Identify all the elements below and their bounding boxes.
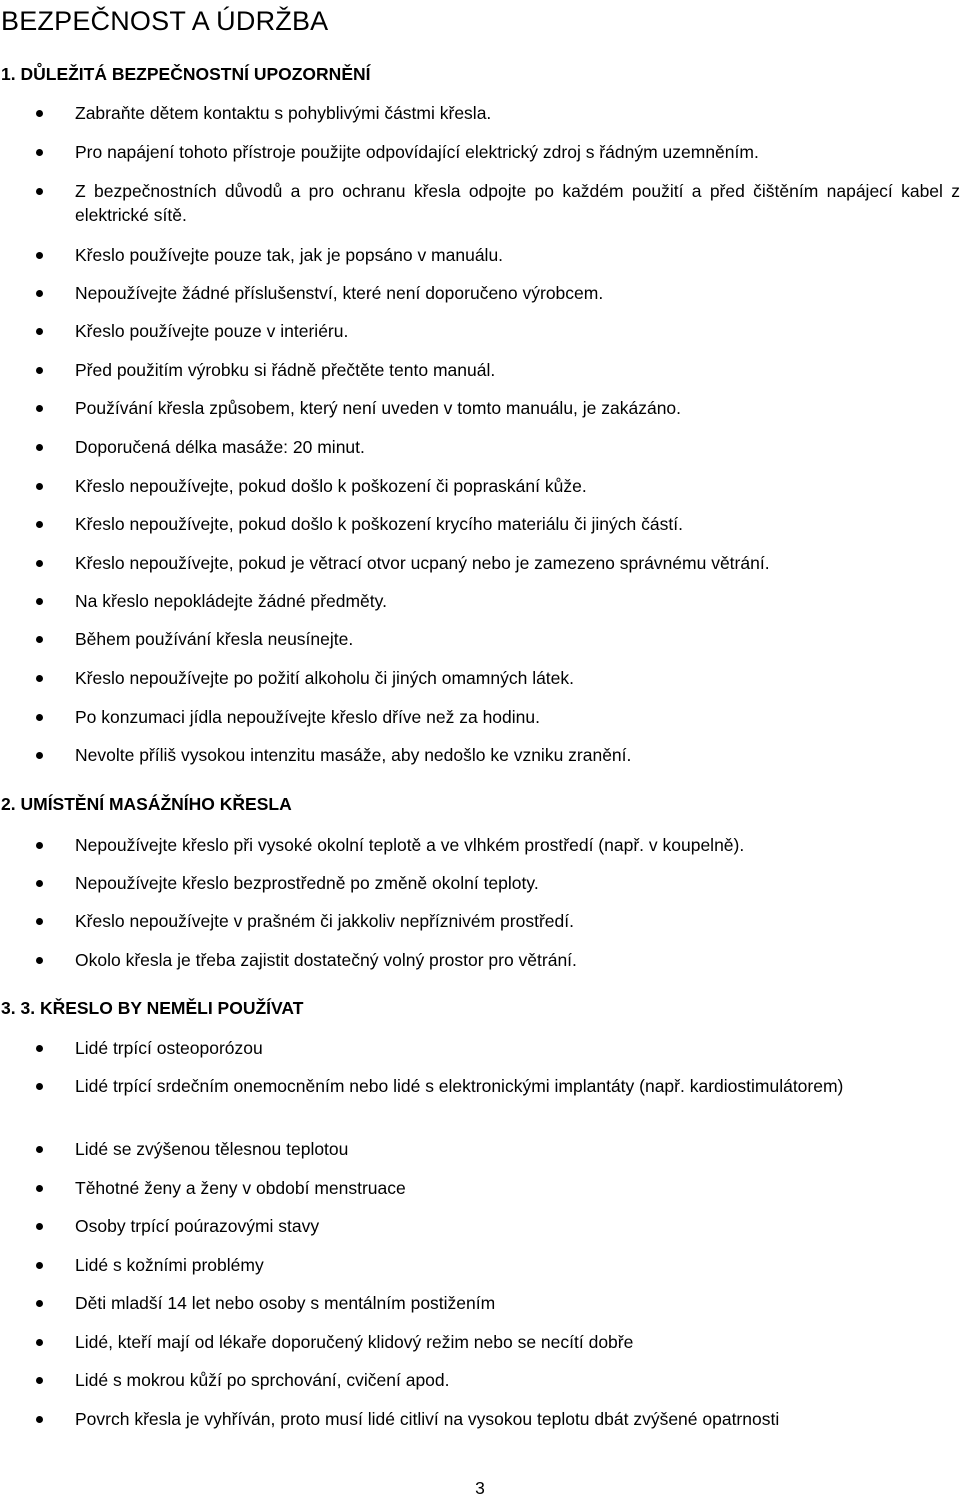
bullet-icon — [36, 842, 43, 849]
section-number: 2. — [1, 794, 16, 814]
page-number: 3 — [475, 1478, 485, 1498]
bullet-icon — [36, 188, 43, 195]
list-item-text: Nepoužívejte křeslo bezprostředně po změně okolní teploty. — [75, 873, 539, 893]
list-item-text: Po konzumaci jídla nepoužívejte křeslo dříve než za hodinu. — [75, 707, 540, 727]
bullet-icon — [36, 675, 43, 682]
bullet-icon — [36, 290, 43, 297]
list-item-text: Lidé, kteří mají od lékaře doporučený klidový režim nebo se necítí dobře — [75, 1332, 634, 1352]
list-item-text: Okolo křesla je třeba zajistit dostatečný volný prostor pro větrání. — [75, 950, 577, 970]
bullet-icon — [36, 598, 43, 605]
list-item-text: Lidé trpící srdečním onemocněním nebo lidé s elektronickými implantáty (např. kardiostimulátorem) — [75, 1076, 844, 1096]
bullet-icon — [36, 1045, 43, 1052]
bullet-icon — [36, 149, 43, 156]
bullet-icon — [36, 752, 43, 759]
list-item-text: Z bezpečnostních důvodů a pro ochranu křesla odpojte po každém použití a před čištěním napájecí kabel z elektrické sítě. — [75, 181, 960, 225]
bullet-icon — [36, 1300, 43, 1307]
bullet-icon — [36, 367, 43, 374]
bullet-icon — [36, 1146, 43, 1153]
list-item-text: Před použitím výrobku si řádně přečtěte tento manuál. — [75, 360, 496, 380]
list-item-text: Lidé s kožními problémy — [75, 1255, 264, 1275]
bullet-icon — [36, 714, 43, 721]
bullet-icon — [36, 1377, 43, 1384]
list-item-text: Lidé s mokrou kůží po sprchování, cvičení apod. — [75, 1370, 450, 1390]
bullet-icon — [36, 1416, 43, 1423]
list-item-text: Děti mladší 14 let nebo osoby s mentálním postižením — [75, 1293, 496, 1313]
section-heading-text: KŘESLO BY NEMĚLI POUŽÍVAT — [39, 998, 304, 1018]
bullet-icon — [36, 636, 43, 643]
list-item-text: Lidé trpící osteoporózou — [75, 1038, 263, 1058]
list-item-text: Lidé se zvýšenou tělesnou teplotou — [75, 1139, 349, 1159]
section-heading-3 — [1, 996, 303, 1020]
list-item-text: Nepoužívejte žádné příslušenství, které není doporučeno výrobcem. — [75, 283, 604, 303]
section-heading-2 — [1, 792, 292, 816]
list-item-text: Těhotné ženy a ženy v období menstruace — [75, 1178, 406, 1198]
list-item-text: Nepoužívejte křeslo při vysoké okolní teplotě a ve vlhkém prostředí (např. v koupelně). — [75, 835, 745, 855]
list-item-text: Doporučená délka masáže: 20 minut. — [75, 437, 365, 457]
list-item-text: Křeslo nepoužívejte, pokud došlo k poškození či popraskání kůže. — [75, 476, 587, 496]
bullet-icon — [36, 444, 43, 451]
bullet-icon — [36, 521, 43, 528]
bullet-icon — [36, 110, 43, 117]
section-heading-text: UMÍSTĚNÍ MASÁŽNÍHO KŘESLA — [20, 794, 292, 814]
list-item-text: Na křeslo nepokládejte žádné předměty. — [75, 591, 387, 611]
bullet-icon — [36, 880, 43, 887]
section-heading-1 — [1, 62, 371, 86]
bullet-icon — [36, 1223, 43, 1230]
bullet-icon — [36, 560, 43, 567]
list-item-text: Křeslo nepoužívejte, pokud došlo k poškození krycího materiálu či jiných částí. — [75, 514, 683, 534]
list-item-text: Během používání křesla neusínejte. — [75, 629, 354, 649]
list-item-text: Osoby trpící poúrazovými stavy — [75, 1216, 320, 1236]
list-item-text: Křeslo používejte pouze v interiéru. — [75, 321, 349, 341]
list-item-text: Křeslo nepoužívejte, pokud je větrací otvor ucpaný nebo je zamezeno správnému větrání. — [75, 553, 770, 573]
list-item-text: Povrch křesla je vyhříván, proto musí lidé citliví na vysokou teplotu dbát zvýšené opatrnosti — [75, 1409, 780, 1429]
bullet-icon — [36, 405, 43, 412]
list-item-text: Zabraňte dětem kontaktu s pohyblivými částmi křesla. — [75, 103, 492, 123]
list-item-text: Křeslo používejte pouze tak, jak je popsáno v manuálu. — [75, 245, 504, 265]
section-heading-text: DŮLEŽITÁ BEZPEČNOSTNÍ UPOZORNĚNÍ — [20, 64, 371, 84]
section-number: 1. — [1, 64, 16, 84]
list-item-text: Pro napájení tohoto přístroje použijte odpovídající elektrický zdroj s řádným uzemněním. — [75, 142, 759, 162]
bullet-icon — [36, 1339, 43, 1346]
bullet-icon — [36, 252, 43, 259]
bullet-icon — [36, 957, 43, 964]
list-item-text: Používání křesla způsobem, který není uveden v tomto manuálu, je zakázáno. — [75, 398, 682, 418]
bullet-icon — [36, 1262, 43, 1269]
list-item-text: Křeslo nepoužívejte po požití alkoholu či jiných omamných látek. — [75, 668, 575, 688]
bullet-icon — [36, 918, 43, 925]
bullet-icon — [36, 1083, 43, 1090]
bullet-icon — [36, 1185, 43, 1192]
list-item-text: Křeslo nepoužívejte v prašném či jakkoliv nepříznivém prostředí. — [75, 911, 574, 931]
bullet-icon — [36, 328, 43, 335]
bullet-icon — [36, 483, 43, 490]
list-item-text: Nevolte příliš vysokou intenzitu masáže, aby nedošlo ke vzniku zranění. — [75, 745, 632, 765]
section-number: 3. 3. — [1, 998, 36, 1018]
page-title: BEZPEČNOST A ÚDRŽBA — [1, 6, 329, 36]
